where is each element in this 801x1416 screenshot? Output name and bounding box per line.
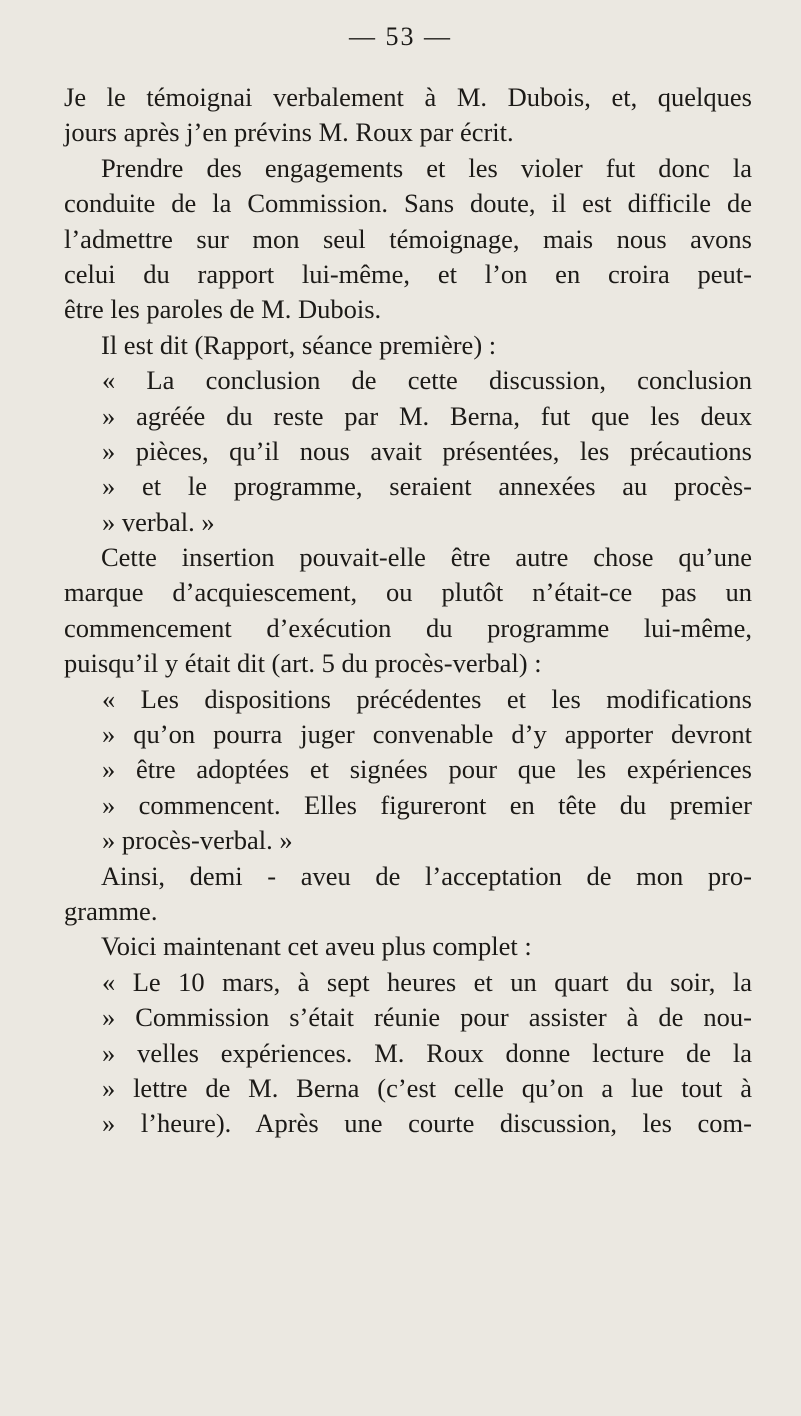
text-line: » lettre de M. Berna (c’est celle qu’on a lue tout à bbox=[102, 1072, 752, 1103]
text-line: » commencent. Elles figureront en tête du premier bbox=[102, 789, 752, 820]
text-line: Ainsi, demi - aveu de l’acceptation de mon pro- bbox=[101, 860, 752, 891]
text-line: commencement d’exécution du programme lui-même, bbox=[64, 612, 752, 643]
text-line: jours après j’en prévins M. Roux par écrit. bbox=[64, 117, 514, 148]
text-line: « Les dispositions précédentes et les modifications bbox=[102, 683, 752, 714]
text-line: Voici maintenant cet aveu plus complet : bbox=[101, 931, 532, 962]
text-line: marque d’acquiescement, ou plutôt n’était-ce pas un bbox=[64, 577, 752, 608]
body-text bbox=[64, 80, 752, 1142]
text-line: Il est dit (Rapport, séance première) : bbox=[101, 329, 497, 360]
text-line: » qu’on pourra juger convenable d’y apporter devront bbox=[102, 719, 752, 750]
text-line: l’admettre sur mon seul témoignage, mais nous avons bbox=[64, 223, 752, 254]
text-line: puisqu’il y était dit (art. 5 du procès-verbal) : bbox=[64, 648, 542, 679]
text-line: » l’heure). Après une courte discussion, les com- bbox=[102, 1108, 752, 1139]
text-line: » procès-verbal. » bbox=[102, 825, 293, 856]
text-line: » verbal. » bbox=[102, 506, 215, 537]
text-line: » être adoptées et signées pour que les expériences bbox=[102, 754, 752, 785]
text-line: « La conclusion de cette discussion, conclusion bbox=[102, 365, 752, 396]
text-line: » velles expériences. M. Roux donne lecture de la bbox=[102, 1037, 752, 1068]
text-line: Prendre des engagements et les violer fut donc la bbox=[101, 152, 752, 183]
text-line: « Le 10 mars, à sept heures et un quart du soir, la bbox=[102, 966, 752, 997]
text-line: conduite de la Commission. Sans doute, il est difficile de bbox=[64, 188, 752, 219]
text-line: Je le témoignai verbalement à M. Dubois, et, quelques bbox=[64, 82, 752, 112]
text-line: » et le programme, seraient annexées au procès- bbox=[102, 471, 752, 502]
text-line: » Commission s’était réunie pour assister à de nou- bbox=[102, 1002, 752, 1033]
text-line: » pièces, qu’il nous avait présentées, les précautions bbox=[102, 435, 752, 466]
page-number: — 53 — bbox=[349, 22, 452, 51]
text-line: être les paroles de M. Dubois. bbox=[64, 294, 382, 325]
text-line: celui du rapport lui-même, et l’on en croira peut- bbox=[64, 258, 752, 289]
text-line: Cette insertion pouvait-elle être autre chose qu’une bbox=[101, 542, 752, 573]
text-line: » agréée du reste par M. Berna, fut que les deux bbox=[102, 400, 752, 431]
text-line: gramme. bbox=[64, 895, 158, 926]
